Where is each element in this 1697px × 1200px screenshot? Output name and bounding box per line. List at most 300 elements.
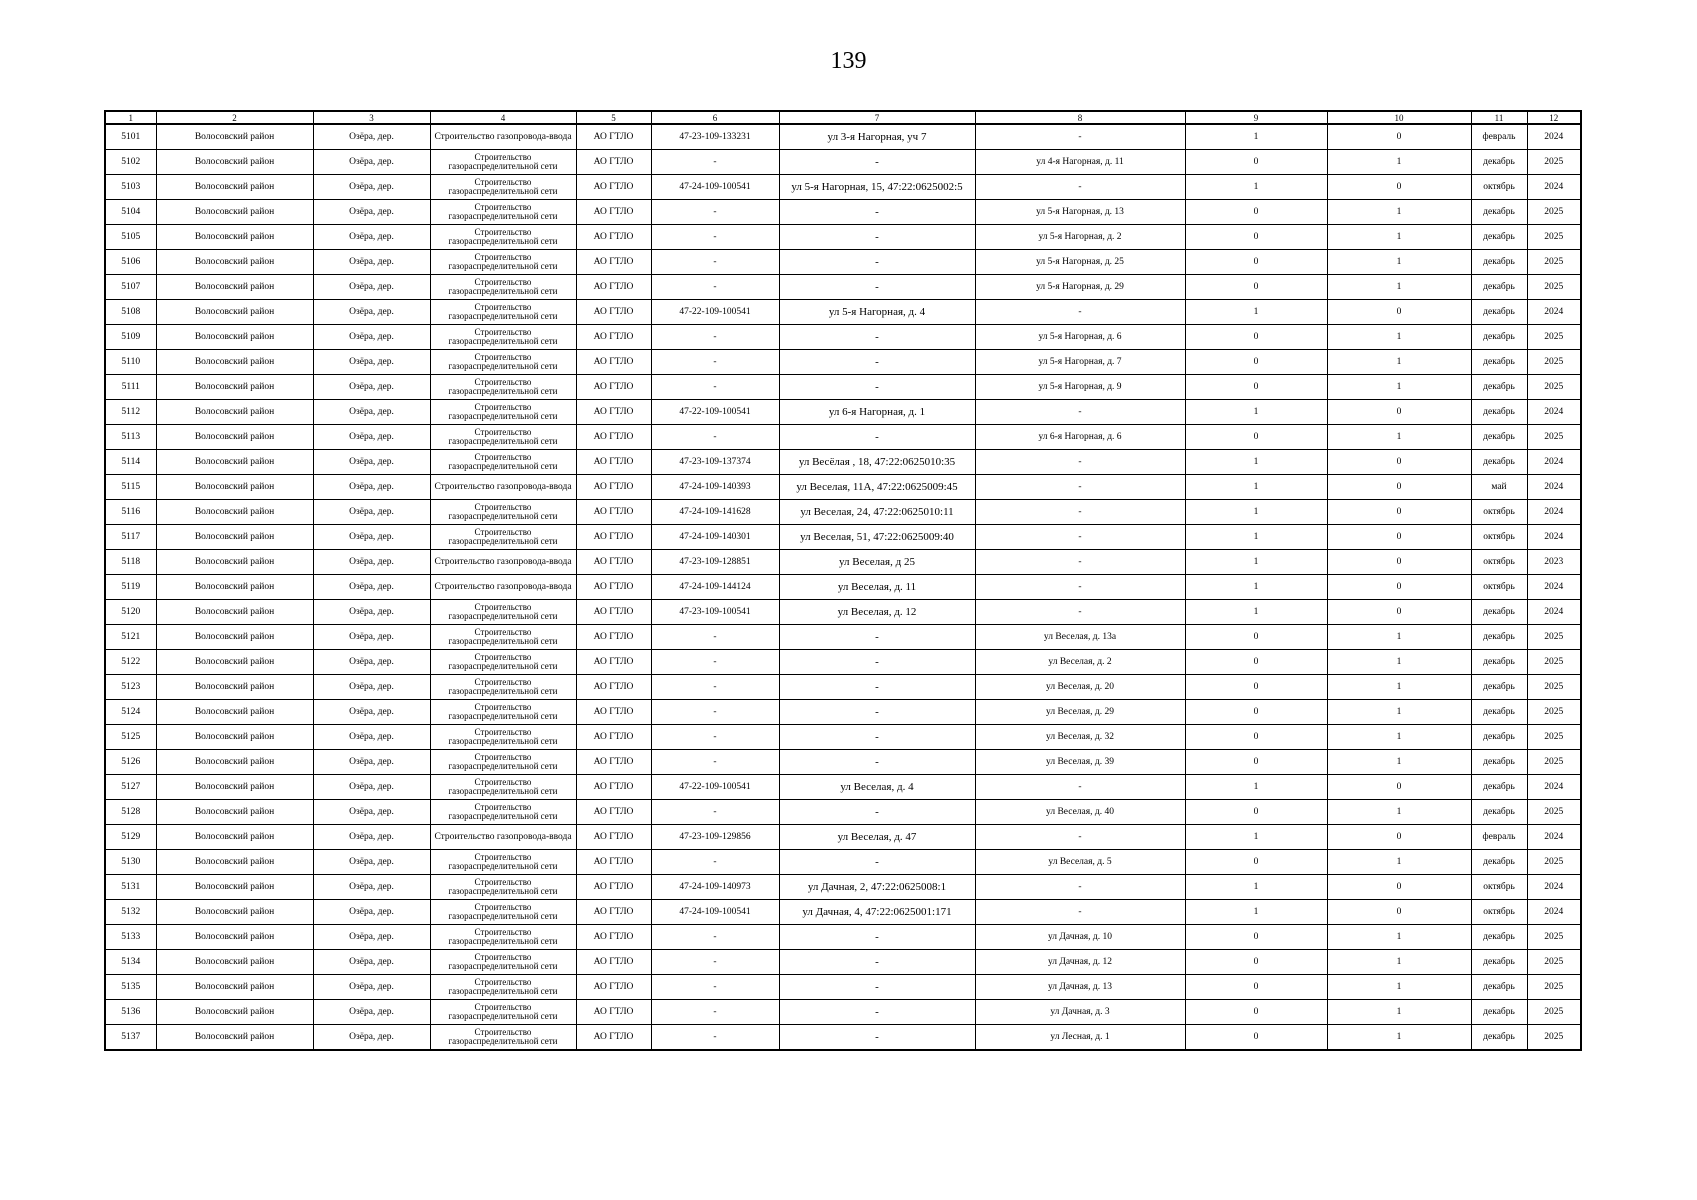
table-row [105, 124, 1581, 150]
cell-work-type: Строительство газораспределительной сети [430, 675, 576, 700]
cell-planned-address: - [975, 600, 1185, 625]
table-row [105, 600, 1581, 625]
cell-settlement: Озёра, дер. [313, 900, 430, 925]
cell-row-number: 5110 [105, 350, 156, 375]
cell-value-col-9: 0 [1185, 975, 1327, 1000]
cell-district: Волосовский район [156, 875, 313, 900]
cell-row-number: 5104 [105, 200, 156, 225]
cell-work-type: Строительство газораспределительной сети [430, 800, 576, 825]
cell-tech-conditions-number: 47-24-109-144124 [651, 575, 779, 600]
table-row [105, 900, 1581, 925]
cell-row-number: 5135 [105, 975, 156, 1000]
cell-object-address: - [779, 850, 975, 875]
table-row [105, 200, 1581, 225]
table-row [105, 625, 1581, 650]
cell-organization: АО ГТЛО [576, 350, 651, 375]
cell-organization: АО ГТЛО [576, 850, 651, 875]
cell-planned-address: - [975, 525, 1185, 550]
cell-settlement: Озёра, дер. [313, 550, 430, 575]
cell-district: Волосовский район [156, 700, 313, 725]
cell-value-col-9: 1 [1185, 825, 1327, 850]
cell-planned-address: - [975, 825, 1185, 850]
cell-year: 2024 [1527, 900, 1581, 925]
cell-month: декабрь [1471, 750, 1527, 775]
cell-value-col-9: 0 [1185, 200, 1327, 225]
cell-month: декабрь [1471, 250, 1527, 275]
column-header: 5 [576, 111, 651, 124]
cell-planned-address: ул Лесная, д. 1 [975, 1025, 1185, 1051]
cell-month: декабрь [1471, 925, 1527, 950]
cell-tech-conditions-number: - [651, 350, 779, 375]
cell-organization: АО ГТЛО [576, 375, 651, 400]
column-header: 8 [975, 111, 1185, 124]
cell-district: Волосовский район [156, 600, 313, 625]
cell-row-number: 5102 [105, 150, 156, 175]
cell-organization: АО ГТЛО [576, 1025, 651, 1051]
table-row [105, 250, 1581, 275]
cell-row-number: 5109 [105, 325, 156, 350]
cell-planned-address: - [975, 475, 1185, 500]
cell-work-type: Строительство газораспределительной сети [430, 650, 576, 675]
cell-planned-address: - [975, 400, 1185, 425]
cell-organization: АО ГТЛО [576, 650, 651, 675]
cell-value-col-10: 0 [1327, 875, 1471, 900]
cell-month: декабрь [1471, 600, 1527, 625]
cell-settlement: Озёра, дер. [313, 425, 430, 450]
cell-work-type: Строительство газораспределительной сети [430, 200, 576, 225]
cell-value-col-10: 1 [1327, 1000, 1471, 1025]
cell-district: Волосовский район [156, 625, 313, 650]
cell-district: Волосовский район [156, 925, 313, 950]
cell-month: декабрь [1471, 650, 1527, 675]
cell-object-address: - [779, 700, 975, 725]
page-number: 139 [830, 48, 867, 74]
cell-settlement: Озёра, дер. [313, 175, 430, 200]
cell-value-col-10: 1 [1327, 425, 1471, 450]
cell-district: Волосовский район [156, 300, 313, 325]
cell-month: февраль [1471, 124, 1527, 150]
table-row [105, 300, 1581, 325]
cell-settlement: Озёра, дер. [313, 675, 430, 700]
cell-planned-address: ул Дачная, д. 10 [975, 925, 1185, 950]
cell-year: 2025 [1527, 150, 1581, 175]
cell-planned-address: ул 5-я Нагорная, д. 29 [975, 275, 1185, 300]
cell-value-col-9: 0 [1185, 650, 1327, 675]
cell-value-col-10: 1 [1327, 150, 1471, 175]
cell-tech-conditions-number: - [651, 650, 779, 675]
cell-work-type: Строительство газораспределительной сети [430, 375, 576, 400]
cell-planned-address: ул 4-я Нагорная, д. 11 [975, 150, 1185, 175]
cell-district: Волосовский район [156, 525, 313, 550]
cell-work-type: Строительство газораспределительной сети [430, 875, 576, 900]
cell-row-number: 5103 [105, 175, 156, 200]
table-row [105, 475, 1581, 500]
cell-year: 2025 [1527, 625, 1581, 650]
cell-organization: АО ГТЛО [576, 550, 651, 575]
cell-organization: АО ГТЛО [576, 325, 651, 350]
cell-month: декабрь [1471, 150, 1527, 175]
cell-settlement: Озёра, дер. [313, 800, 430, 825]
cell-work-type: Строительство газораспределительной сети [430, 225, 576, 250]
cell-value-col-9: 0 [1185, 325, 1327, 350]
cell-district: Волосовский район [156, 675, 313, 700]
cell-object-address: - [779, 800, 975, 825]
cell-value-col-10: 1 [1327, 375, 1471, 400]
table-row [105, 400, 1581, 425]
cell-year: 2025 [1527, 1025, 1581, 1051]
cell-district: Волосовский район [156, 950, 313, 975]
cell-value-col-10: 1 [1327, 350, 1471, 375]
cell-object-address: ул Веселая, 24, 47:22:0625010:11 [779, 500, 975, 525]
cell-year: 2024 [1527, 400, 1581, 425]
cell-value-col-10: 0 [1327, 550, 1471, 575]
cell-planned-address: ул 5-я Нагорная, д. 25 [975, 250, 1185, 275]
cell-district: Волосовский район [156, 800, 313, 825]
cell-row-number: 5124 [105, 700, 156, 725]
cell-district: Волосовский район [156, 400, 313, 425]
cell-row-number: 5121 [105, 625, 156, 650]
cell-settlement: Озёра, дер. [313, 625, 430, 650]
cell-value-col-9: 0 [1185, 375, 1327, 400]
cell-value-col-9: 1 [1185, 500, 1327, 525]
cell-district: Волосовский район [156, 150, 313, 175]
table-row [105, 875, 1581, 900]
cell-planned-address: ул 5-я Нагорная, д. 2 [975, 225, 1185, 250]
cell-organization: АО ГТЛО [576, 800, 651, 825]
cell-object-address: - [779, 675, 975, 700]
cell-month: октябрь [1471, 575, 1527, 600]
cell-month: октябрь [1471, 525, 1527, 550]
cell-value-col-9: 1 [1185, 175, 1327, 200]
table-row [105, 750, 1581, 775]
cell-value-col-9: 1 [1185, 600, 1327, 625]
cell-year: 2025 [1527, 800, 1581, 825]
cell-settlement: Озёра, дер. [313, 975, 430, 1000]
cell-value-col-10: 0 [1327, 575, 1471, 600]
column-header: 12 [1527, 111, 1581, 124]
cell-work-type: Строительство газораспределительной сети [430, 725, 576, 750]
cell-tech-conditions-number: 47-24-109-140393 [651, 475, 779, 500]
cell-row-number: 5126 [105, 750, 156, 775]
cell-year: 2025 [1527, 200, 1581, 225]
cell-value-col-10: 0 [1327, 300, 1471, 325]
table-row [105, 800, 1581, 825]
cell-object-address: - [779, 425, 975, 450]
cell-tech-conditions-number: - [651, 975, 779, 1000]
cell-organization: АО ГТЛО [576, 400, 651, 425]
cell-value-col-9: 1 [1185, 525, 1327, 550]
cell-planned-address: ул Веселая, д. 40 [975, 800, 1185, 825]
cell-value-col-10: 1 [1327, 1025, 1471, 1051]
cell-settlement: Озёра, дер. [313, 575, 430, 600]
cell-value-col-10: 0 [1327, 124, 1471, 150]
cell-month: октябрь [1471, 175, 1527, 200]
cell-value-col-10: 1 [1327, 700, 1471, 725]
cell-object-address: - [779, 950, 975, 975]
cell-settlement: Озёра, дер. [313, 600, 430, 625]
cell-tech-conditions-number: 47-24-109-140301 [651, 525, 779, 550]
cell-value-col-10: 1 [1327, 975, 1471, 1000]
cell-year: 2025 [1527, 325, 1581, 350]
cell-month: декабрь [1471, 275, 1527, 300]
cell-year: 2025 [1527, 1000, 1581, 1025]
cell-year: 2024 [1527, 875, 1581, 900]
cell-tech-conditions-number: 47-23-109-100541 [651, 600, 779, 625]
cell-object-address: - [779, 350, 975, 375]
cell-row-number: 5115 [105, 475, 156, 500]
cell-value-col-9: 1 [1185, 300, 1327, 325]
cell-value-col-10: 0 [1327, 475, 1471, 500]
column-header: 10 [1327, 111, 1471, 124]
cell-value-col-10: 0 [1327, 500, 1471, 525]
cell-settlement: Озёра, дер. [313, 300, 430, 325]
cell-tech-conditions-number: - [651, 375, 779, 400]
cell-object-address: - [779, 200, 975, 225]
cell-year: 2024 [1527, 500, 1581, 525]
cell-district: Волосовский район [156, 850, 313, 875]
table-row [105, 175, 1581, 200]
cell-tech-conditions-number: 47-23-109-128851 [651, 550, 779, 575]
table-row [105, 500, 1581, 525]
cell-value-col-9: 0 [1185, 750, 1327, 775]
cell-settlement: Озёра, дер. [313, 225, 430, 250]
cell-value-col-10: 1 [1327, 625, 1471, 650]
cell-settlement: Озёра, дер. [313, 825, 430, 850]
cell-object-address: - [779, 250, 975, 275]
cell-settlement: Озёра, дер. [313, 650, 430, 675]
cell-settlement: Озёра, дер. [313, 775, 430, 800]
cell-value-col-10: 0 [1327, 825, 1471, 850]
cell-organization: АО ГТЛО [576, 200, 651, 225]
cell-object-address: - [779, 925, 975, 950]
cell-value-col-9: 0 [1185, 150, 1327, 175]
cell-tech-conditions-number: 47-23-109-133231 [651, 124, 779, 150]
cell-object-address: ул Веселая, д. 11 [779, 575, 975, 600]
cell-month: декабрь [1471, 800, 1527, 825]
cell-year: 2025 [1527, 950, 1581, 975]
cell-organization: АО ГТЛО [576, 575, 651, 600]
cell-object-address: - [779, 650, 975, 675]
cell-row-number: 5113 [105, 425, 156, 450]
cell-tech-conditions-number: - [651, 675, 779, 700]
cell-month: октябрь [1471, 500, 1527, 525]
cell-settlement: Озёра, дер. [313, 925, 430, 950]
table-row [105, 925, 1581, 950]
table-row [105, 1025, 1581, 1051]
cell-row-number: 5111 [105, 375, 156, 400]
cell-value-col-10: 1 [1327, 800, 1471, 825]
table-row [105, 650, 1581, 675]
cell-settlement: Озёра, дер. [313, 475, 430, 500]
cell-planned-address: ул Веселая, д. 39 [975, 750, 1185, 775]
cell-tech-conditions-number: 47-24-109-100541 [651, 900, 779, 925]
cell-value-col-9: 1 [1185, 124, 1327, 150]
data-table [104, 110, 1582, 1051]
cell-organization: АО ГТЛО [576, 275, 651, 300]
cell-district: Волосовский район [156, 200, 313, 225]
cell-tech-conditions-number: 47-24-109-141628 [651, 500, 779, 525]
cell-row-number: 5127 [105, 775, 156, 800]
cell-value-col-9: 0 [1185, 925, 1327, 950]
cell-row-number: 5118 [105, 550, 156, 575]
cell-organization: АО ГТЛО [576, 725, 651, 750]
cell-year: 2023 [1527, 550, 1581, 575]
cell-object-address: - [779, 625, 975, 650]
cell-planned-address: ул Веселая, д. 5 [975, 850, 1185, 875]
cell-district: Волосовский район [156, 975, 313, 1000]
cell-value-col-9: 0 [1185, 425, 1327, 450]
cell-month: май [1471, 475, 1527, 500]
cell-object-address: - [779, 275, 975, 300]
cell-value-col-9: 0 [1185, 625, 1327, 650]
cell-work-type: Строительство газораспределительной сети [430, 1025, 576, 1051]
column-header: 6 [651, 111, 779, 124]
cell-tech-conditions-number: - [651, 1000, 779, 1025]
cell-work-type: Строительство газораспределительной сети [430, 600, 576, 625]
cell-settlement: Озёра, дер. [313, 1000, 430, 1025]
cell-row-number: 5137 [105, 1025, 156, 1051]
cell-settlement: Озёра, дер. [313, 250, 430, 275]
cell-district: Волосовский район [156, 1025, 313, 1051]
cell-tech-conditions-number: 47-22-109-100541 [651, 775, 779, 800]
cell-value-col-9: 0 [1185, 725, 1327, 750]
cell-planned-address: ул 5-я Нагорная, д. 7 [975, 350, 1185, 375]
cell-settlement: Озёра, дер. [313, 200, 430, 225]
table-row [105, 825, 1581, 850]
cell-district: Волосовский район [156, 250, 313, 275]
table-row [105, 725, 1581, 750]
cell-month: декабрь [1471, 450, 1527, 475]
cell-month: декабрь [1471, 425, 1527, 450]
cell-value-col-10: 0 [1327, 900, 1471, 925]
cell-value-col-9: 0 [1185, 850, 1327, 875]
cell-settlement: Озёра, дер. [313, 500, 430, 525]
cell-organization: АО ГТЛО [576, 675, 651, 700]
table-row [105, 850, 1581, 875]
cell-year: 2025 [1527, 925, 1581, 950]
cell-object-address: - [779, 725, 975, 750]
cell-row-number: 5129 [105, 825, 156, 850]
cell-row-number: 5136 [105, 1000, 156, 1025]
cell-object-address: ул Веселая, д. 4 [779, 775, 975, 800]
cell-object-address: - [779, 325, 975, 350]
cell-tech-conditions-number: 47-22-109-100541 [651, 400, 779, 425]
table-row [105, 950, 1581, 975]
cell-planned-address: - [975, 550, 1185, 575]
cell-planned-address: - [975, 575, 1185, 600]
cell-work-type: Строительство газораспределительной сети [430, 450, 576, 475]
cell-month: декабрь [1471, 300, 1527, 325]
header-row [105, 111, 1581, 124]
cell-row-number: 5116 [105, 500, 156, 525]
column-header: 7 [779, 111, 975, 124]
cell-month: декабрь [1471, 975, 1527, 1000]
cell-object-address: ул Дачная, 2, 47:22:0625008:1 [779, 875, 975, 900]
cell-row-number: 5101 [105, 124, 156, 150]
cell-month: декабрь [1471, 350, 1527, 375]
cell-row-number: 5134 [105, 950, 156, 975]
cell-district: Волосовский район [156, 1000, 313, 1025]
cell-organization: АО ГТЛО [576, 950, 651, 975]
cell-year: 2024 [1527, 175, 1581, 200]
cell-settlement: Озёра, дер. [313, 750, 430, 775]
cell-month: октябрь [1471, 550, 1527, 575]
cell-value-col-9: 1 [1185, 475, 1327, 500]
table-row [105, 775, 1581, 800]
cell-district: Волосовский район [156, 425, 313, 450]
cell-year: 2025 [1527, 425, 1581, 450]
cell-work-type: Строительство газораспределительной сети [430, 700, 576, 725]
table-row [105, 525, 1581, 550]
cell-tech-conditions-number: - [651, 275, 779, 300]
cell-planned-address: ул 5-я Нагорная, д. 13 [975, 200, 1185, 225]
cell-planned-address: - [975, 450, 1185, 475]
cell-object-address: - [779, 1025, 975, 1051]
cell-tech-conditions-number: - [651, 325, 779, 350]
cell-tech-conditions-number: 47-24-109-140973 [651, 875, 779, 900]
cell-organization: АО ГТЛО [576, 975, 651, 1000]
table-row [105, 275, 1581, 300]
cell-tech-conditions-number: - [651, 725, 779, 750]
table-row [105, 350, 1581, 375]
cell-value-col-10: 0 [1327, 600, 1471, 625]
cell-tech-conditions-number: - [651, 850, 779, 875]
cell-row-number: 5122 [105, 650, 156, 675]
cell-planned-address: - [975, 900, 1185, 925]
cell-month: декабрь [1471, 1000, 1527, 1025]
cell-row-number: 5130 [105, 850, 156, 875]
cell-district: Волосовский район [156, 175, 313, 200]
table-row [105, 700, 1581, 725]
cell-tech-conditions-number: - [651, 950, 779, 975]
cell-month: декабрь [1471, 950, 1527, 975]
cell-district: Волосовский район [156, 550, 313, 575]
cell-settlement: Озёра, дер. [313, 350, 430, 375]
cell-year: 2025 [1527, 750, 1581, 775]
cell-object-address: - [779, 1000, 975, 1025]
cell-tech-conditions-number: - [651, 200, 779, 225]
cell-district: Волосовский район [156, 375, 313, 400]
cell-year: 2025 [1527, 850, 1581, 875]
cell-row-number: 5120 [105, 600, 156, 625]
cell-year: 2025 [1527, 700, 1581, 725]
cell-planned-address: - [975, 300, 1185, 325]
cell-year: 2024 [1527, 475, 1581, 500]
cell-settlement: Озёра, дер. [313, 150, 430, 175]
cell-object-address: ул Веселая, д. 12 [779, 600, 975, 625]
table-row [105, 225, 1581, 250]
table-row [105, 975, 1581, 1000]
cell-value-col-10: 1 [1327, 675, 1471, 700]
column-header: 9 [1185, 111, 1327, 124]
cell-year: 2024 [1527, 124, 1581, 150]
cell-settlement: Озёра, дер. [313, 700, 430, 725]
cell-planned-address: - [975, 175, 1185, 200]
cell-value-col-9: 0 [1185, 950, 1327, 975]
table-row [105, 375, 1581, 400]
cell-year: 2025 [1527, 225, 1581, 250]
cell-object-address: - [779, 150, 975, 175]
cell-value-col-10: 1 [1327, 950, 1471, 975]
cell-planned-address: - [975, 775, 1185, 800]
cell-planned-address: ул Дачная, д. 13 [975, 975, 1185, 1000]
table-row [105, 425, 1581, 450]
cell-planned-address: ул Веселая, д. 20 [975, 675, 1185, 700]
cell-value-col-10: 0 [1327, 525, 1471, 550]
cell-value-col-9: 0 [1185, 1025, 1327, 1051]
cell-value-col-10: 1 [1327, 750, 1471, 775]
cell-organization: АО ГТЛО [576, 925, 651, 950]
